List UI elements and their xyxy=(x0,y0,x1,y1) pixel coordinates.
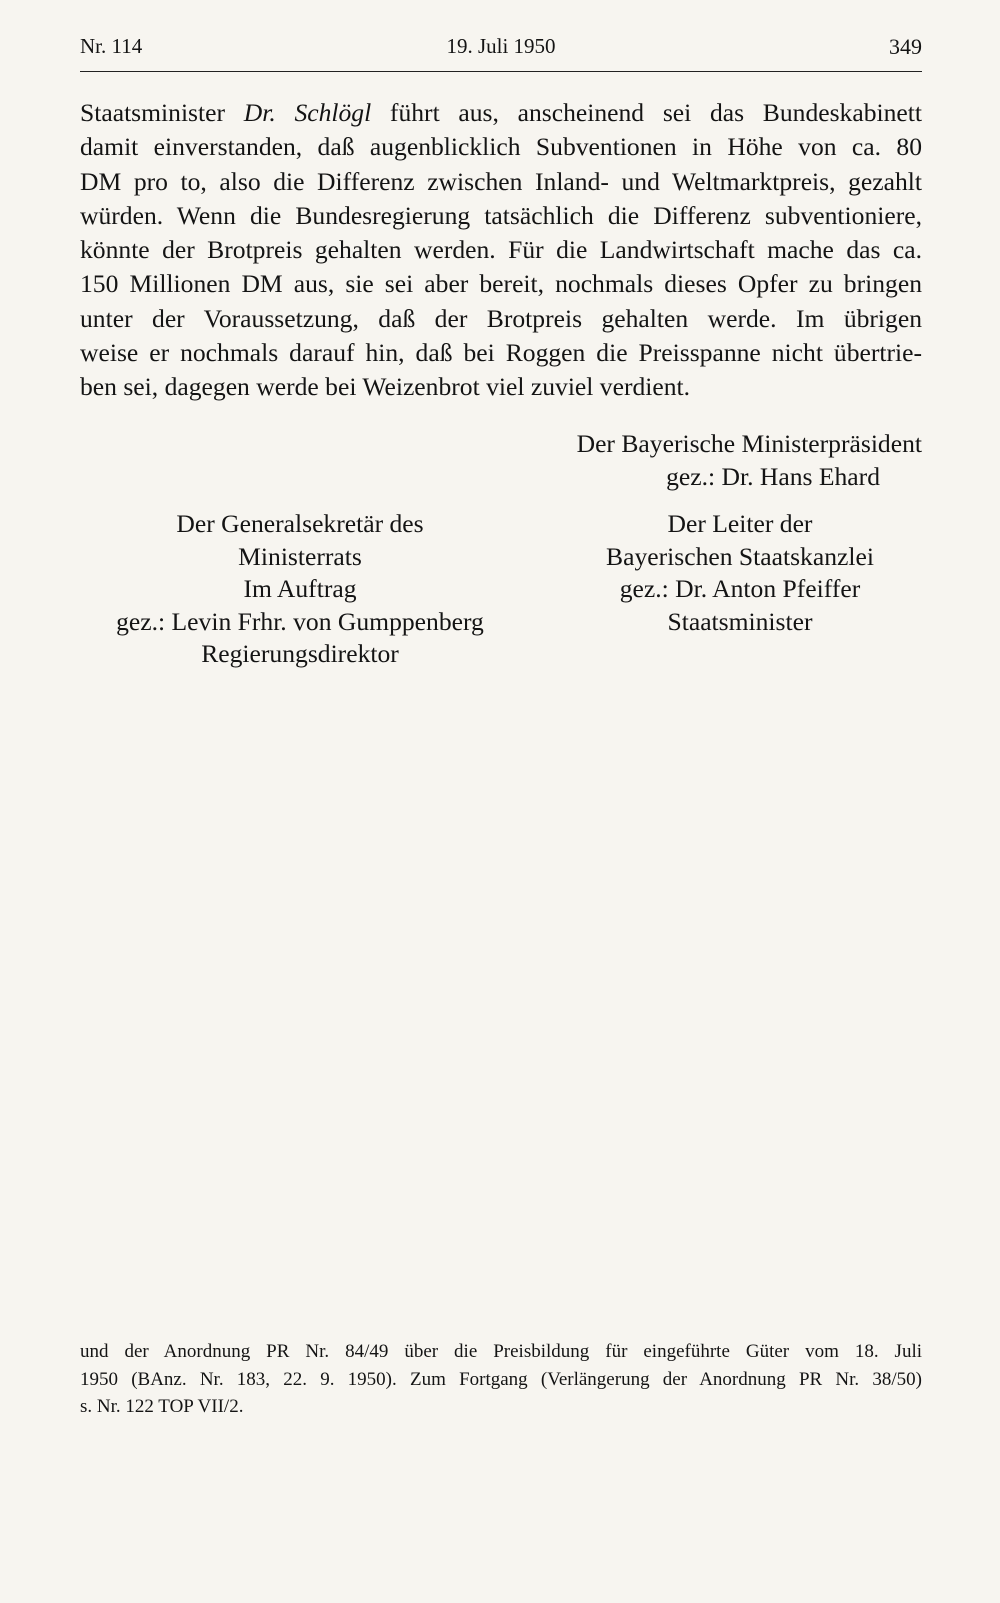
signature-note: Im Auftrag xyxy=(243,574,357,603)
signature-title: Ministerrats xyxy=(238,541,362,571)
signature-name: gez.: Dr. Anton Pfeiffer xyxy=(619,574,861,603)
signature-title: Der Bayerische Ministerpräsident xyxy=(576,429,922,458)
header-date: 19. Juli 1950 xyxy=(446,34,556,58)
running-head xyxy=(80,34,922,64)
body-text-segment: führt aus, anscheinend sei das Bundeskabinett xyxy=(371,98,923,127)
footnote-line: und der Anordnung PR Nr. 84/49 über die Preisbildung für eingeführte Güter vom 18. Juli xyxy=(80,1341,922,1362)
body-text-segment: Staatsminister xyxy=(80,98,244,127)
page-number: 349 xyxy=(889,34,922,59)
body-line: DM pro to, also die Differenz zwischen Inland- und Weltmarktpreis, gezahlt xyxy=(80,166,922,196)
bleed-through-texture xyxy=(75,700,925,1000)
header-rule xyxy=(80,71,922,72)
document-number: Nr. 114 xyxy=(80,34,143,58)
signature-title: Der Generalsekretär des xyxy=(176,509,424,538)
body-line: würden. Wenn die Bundesregierung tatsächlich die Differenz subventioniere, xyxy=(80,200,922,230)
signature-title: Der Leiter der xyxy=(667,509,813,538)
footnote xyxy=(80,1338,922,1421)
signature-generalsekretaer xyxy=(80,508,520,671)
footnote-line: s. Nr. 122 TOP VII/2. xyxy=(80,1396,244,1417)
body-line xyxy=(80,96,922,130)
signature-role: Regierungsdirektor xyxy=(201,639,399,668)
body-line: damit einverstanden, daß augenblicklich Subventionen in Höhe von ca. 80 xyxy=(80,132,922,162)
body-line: weise er nochmals darauf hin, daß bei Roggen die Preisspanne nicht übertrie- xyxy=(80,338,922,368)
speaker-name: Dr. Schlögl xyxy=(243,98,372,127)
signature-name: gez.: Dr. Hans Ehard xyxy=(666,461,880,491)
body-paragraph xyxy=(80,96,922,405)
body-line: könnte der Brotpreis gehalten werden. Für die Landwirtschaft mache das ca. xyxy=(80,235,922,265)
body-line: 150 Millionen DM aus, sie sei aber bereit, nochmals dieses Opfer zu bringen xyxy=(80,269,922,299)
body-line: ben sei, dagegen werde bei Weizenbrot viel zuviel verdient. xyxy=(80,372,691,402)
signature-title: Bayerischen Staatskanzlei xyxy=(606,541,874,571)
signature-name: gez.: Levin Frhr. von Gumppenberg xyxy=(116,606,484,636)
signature-role: Staatsminister xyxy=(667,606,813,636)
body-line: unter der Voraussetzung, daß der Brotpreis gehalten werde. Im übrigen xyxy=(80,303,922,333)
signature-ministerpraesident xyxy=(577,428,922,493)
signature-staatskanzlei xyxy=(545,508,935,638)
footnote-line: 1950 (BAnz. Nr. 183, 22. 9. 1950). Zum Fortgang (Verlängerung der Anordnung PR Nr. 38/50) xyxy=(80,1368,922,1390)
